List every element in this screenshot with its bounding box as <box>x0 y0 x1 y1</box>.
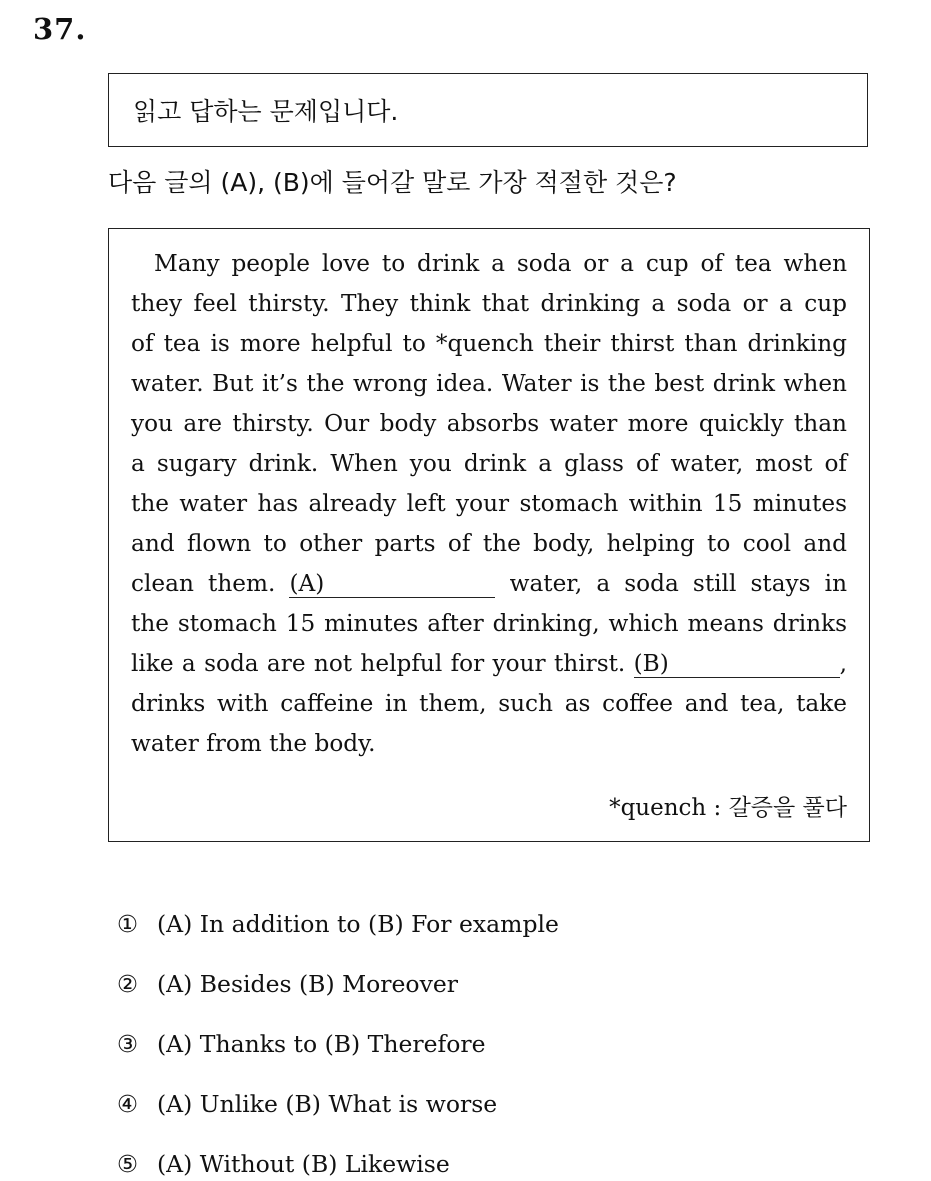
passage-line: the water has already left your stomach within 15 minutes <box>131 490 847 517</box>
footnote <box>609 789 847 822</box>
passage-line: water from the body. <box>131 730 376 757</box>
passage-line: the stomach 15 minutes after drinking, which means drinks <box>131 610 847 637</box>
choice-3[interactable] <box>117 1030 485 1058</box>
choice-number: ⑤ <box>117 1150 139 1178</box>
choice-text: (A) Unlike (B) What is worse <box>157 1090 498 1118</box>
passage-line: you are thirsty. Our body absorbs water more quickly than <box>131 410 847 437</box>
passage-line: a sugary drink. When you drink a glass of water, most of <box>131 450 847 477</box>
choice-1[interactable] <box>117 910 559 938</box>
choice-5[interactable] <box>117 1150 450 1178</box>
passage-line-blank-b <box>131 649 847 679</box>
passage-text: like a soda are not helpful for your thirst. <box>131 650 626 677</box>
blank-b: (B) <box>634 651 840 678</box>
choice-number: ④ <box>117 1090 139 1118</box>
question-prompt: 다음 글의 (A), (B)에 들어갈 말로 가장 적절한 것은? <box>108 168 677 197</box>
passage-line: drinks with caffeine in them, such as coffee and tea, take <box>131 690 847 717</box>
passage-line: water. But it’s the wrong idea. Water is the best drink when <box>131 370 847 397</box>
passage-text: water, a soda still stays in <box>509 570 848 597</box>
choice-2[interactable] <box>117 970 458 998</box>
choice-text: (A) Thanks to (B) Therefore <box>157 1030 486 1058</box>
instruction-text: 읽고 답하는 문제입니다. <box>133 97 399 126</box>
passage-line: of tea is more helpful to *quench their thirst than drinking <box>131 330 847 357</box>
instruction-box <box>108 73 868 147</box>
footnote-meaning: 갈증을 풀다 <box>728 795 847 821</box>
choice-text: (A) In addition to (B) For example <box>157 910 559 938</box>
choice-number: ③ <box>117 1030 139 1058</box>
passage-line: and flown to other parts of the body, helping to cool and <box>131 530 847 557</box>
choice-text: (A) Without (B) Likewise <box>157 1150 450 1178</box>
choice-number: ② <box>117 970 139 998</box>
passage-box <box>108 228 870 842</box>
passage-text: , <box>839 650 847 677</box>
passage-line-blank-a <box>131 569 847 599</box>
passage-line: they feel thirsty. They think that drinking a soda or a cup <box>131 290 847 317</box>
footnote-term: *quench : <box>609 795 729 821</box>
question-number: 37. <box>33 12 87 46</box>
blank-a: (A) <box>289 571 495 598</box>
choice-number: ① <box>117 910 139 938</box>
passage-text: clean them. <box>131 570 276 597</box>
choice-4[interactable] <box>117 1090 497 1118</box>
passage-line: Many people love to drink a soda or a cup of tea when <box>154 250 847 277</box>
choice-text: (A) Besides (B) Moreover <box>157 970 459 998</box>
